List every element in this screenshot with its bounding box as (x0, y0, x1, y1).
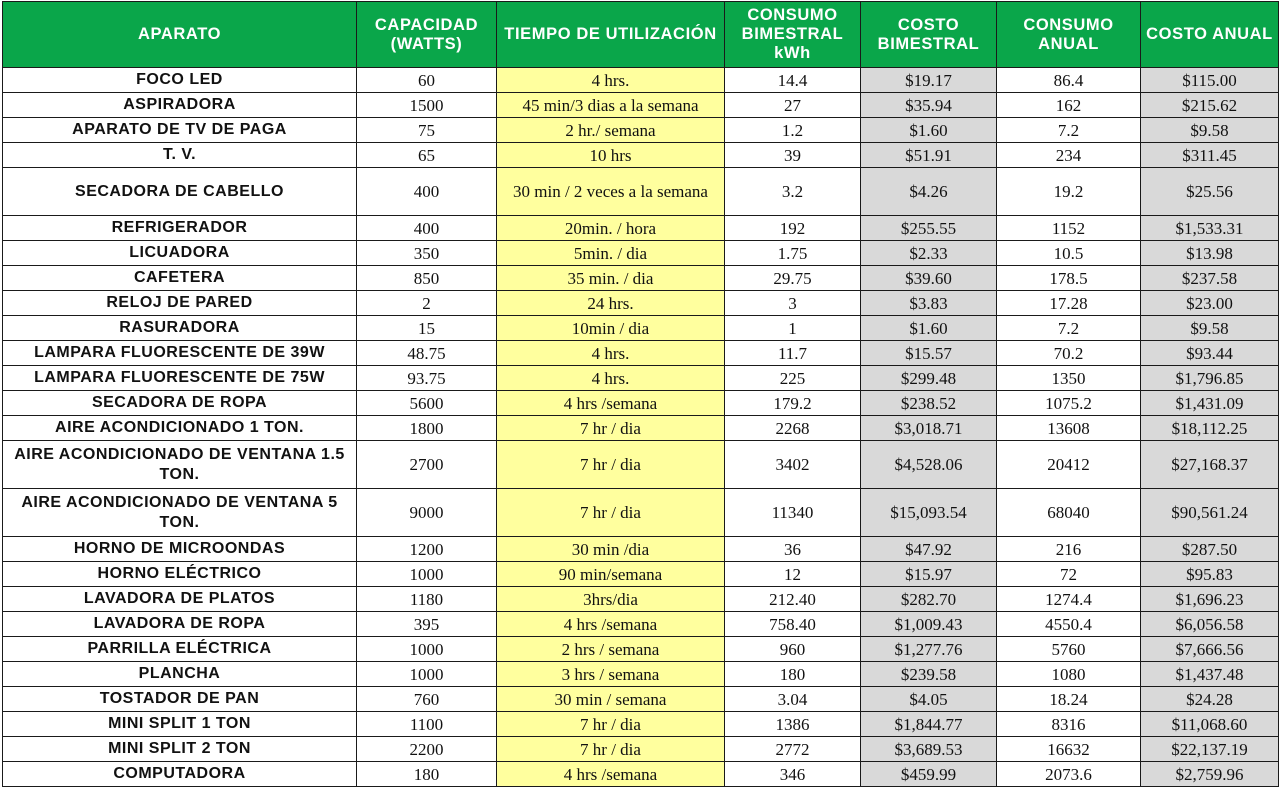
cell-tiempo: 7 hr / dia (497, 489, 725, 537)
cell-aparato: LAVADORA DE ROPA (3, 612, 357, 637)
table-row (3, 587, 1279, 612)
cell-capacidad: 15 (357, 316, 497, 341)
cell-consumo-bimestral: 2772 (725, 737, 861, 762)
cell-costo-anual: $287.50 (1141, 537, 1279, 562)
cell-consumo-anual: 18.24 (997, 687, 1141, 712)
table-row (3, 537, 1279, 562)
cell-costo-anual: $24.28 (1141, 687, 1279, 712)
cell-consumo-anual: 86.4 (997, 68, 1141, 93)
cell-consumo-anual: 72 (997, 562, 1141, 587)
cell-costo-bimestral: $239.58 (861, 662, 997, 687)
cell-aparato: FOCO LED (3, 68, 357, 93)
cell-capacidad: 60 (357, 68, 497, 93)
cell-tiempo: 4 hrs /semana (497, 391, 725, 416)
cell-capacidad: 9000 (357, 489, 497, 537)
cell-capacidad: 93.75 (357, 366, 497, 391)
cell-aparato: AIRE ACONDICIONADO DE VENTANA 1.5 TON. (3, 441, 357, 489)
cell-tiempo: 4 hrs /semana (497, 612, 725, 637)
cell-consumo-bimestral: 14.4 (725, 68, 861, 93)
cell-aparato: ASPIRADORA (3, 93, 357, 118)
table-row (3, 762, 1279, 787)
cell-aparato: HORNO ELÉCTRICO (3, 562, 357, 587)
cell-consumo-anual: 1075.2 (997, 391, 1141, 416)
cell-aparato: APARATO DE TV DE PAGA (3, 118, 357, 143)
table-row (3, 93, 1279, 118)
cell-aparato: RASURADORA (3, 316, 357, 341)
cell-tiempo: 7 hr / dia (497, 737, 725, 762)
cell-consumo-anual: 162 (997, 93, 1141, 118)
table-row (3, 662, 1279, 687)
cell-consumo-bimestral: 1 (725, 316, 861, 341)
cell-costo-anual: $27,168.37 (1141, 441, 1279, 489)
cell-tiempo: 30 min / 2 veces a la semana (497, 168, 725, 216)
cell-consumo-anual: 19.2 (997, 168, 1141, 216)
cell-capacidad: 850 (357, 266, 497, 291)
cell-costo-anual: $13.98 (1141, 241, 1279, 266)
cell-capacidad: 2 (357, 291, 497, 316)
cell-consumo-bimestral: 1386 (725, 712, 861, 737)
cell-consumo-bimestral: 192 (725, 216, 861, 241)
table-row (3, 712, 1279, 737)
cell-capacidad: 75 (357, 118, 497, 143)
cell-capacidad: 1500 (357, 93, 497, 118)
header-tiempo: TIEMPO DE UTILIZACIÓN (497, 2, 725, 68)
cell-capacidad: 65 (357, 143, 497, 168)
cell-aparato: COMPUTADORA (3, 762, 357, 787)
cell-aparato: CAFETERA (3, 266, 357, 291)
cell-consumo-bimestral: 3402 (725, 441, 861, 489)
cell-tiempo: 5min. / dia (497, 241, 725, 266)
cell-costo-anual: $215.62 (1141, 93, 1279, 118)
cell-costo-bimestral: $1.60 (861, 118, 997, 143)
cell-costo-anual: $25.56 (1141, 168, 1279, 216)
cell-costo-anual: $7,666.56 (1141, 637, 1279, 662)
cell-costo-anual: $311.45 (1141, 143, 1279, 168)
cell-consumo-anual: 16632 (997, 737, 1141, 762)
cell-costo-anual: $6,056.58 (1141, 612, 1279, 637)
table-row (3, 416, 1279, 441)
cell-costo-anual: $9.58 (1141, 118, 1279, 143)
cell-costo-anual: $1,431.09 (1141, 391, 1279, 416)
cell-capacidad: 350 (357, 241, 497, 266)
cell-costo-anual: $93.44 (1141, 341, 1279, 366)
cell-costo-anual: $22,137.19 (1141, 737, 1279, 762)
cell-tiempo: 4 hrs. (497, 341, 725, 366)
cell-consumo-anual: 13608 (997, 416, 1141, 441)
cell-costo-bimestral: $1.60 (861, 316, 997, 341)
cell-aparato: MINI SPLIT 2 TON (3, 737, 357, 762)
cell-costo-bimestral: $299.48 (861, 366, 997, 391)
table-row (3, 341, 1279, 366)
cell-capacidad: 400 (357, 216, 497, 241)
cell-tiempo: 7 hr / dia (497, 416, 725, 441)
cell-consumo-anual: 20412 (997, 441, 1141, 489)
table-row (3, 241, 1279, 266)
cell-aparato: T. V. (3, 143, 357, 168)
cell-costo-anual: $237.58 (1141, 266, 1279, 291)
cell-aparato: AIRE ACONDICIONADO 1 TON. (3, 416, 357, 441)
cell-costo-bimestral: $35.94 (861, 93, 997, 118)
cell-capacidad: 5600 (357, 391, 497, 416)
cell-aparato: AIRE ACONDICIONADO DE VENTANA 5 TON. (3, 489, 357, 537)
cell-consumo-bimestral: 212.40 (725, 587, 861, 612)
cell-tiempo: 10min / dia (497, 316, 725, 341)
cell-costo-bimestral: $4.05 (861, 687, 997, 712)
cell-tiempo: 2 hr./ semana (497, 118, 725, 143)
table-row (3, 687, 1279, 712)
cell-costo-anual: $2,759.96 (1141, 762, 1279, 787)
cell-tiempo: 30 min /dia (497, 537, 725, 562)
cell-capacidad: 2200 (357, 737, 497, 762)
cell-consumo-anual: 234 (997, 143, 1141, 168)
cell-capacidad: 395 (357, 612, 497, 637)
cell-capacidad: 48.75 (357, 341, 497, 366)
cell-costo-bimestral: $4,528.06 (861, 441, 997, 489)
cell-tiempo: 3 hrs / semana (497, 662, 725, 687)
cell-aparato: MINI SPLIT 1 TON (3, 712, 357, 737)
cell-consumo-bimestral: 758.40 (725, 612, 861, 637)
cell-consumo-bimestral: 12 (725, 562, 861, 587)
cell-aparato: RELOJ DE PARED (3, 291, 357, 316)
cell-consumo-anual: 7.2 (997, 316, 1141, 341)
cell-tiempo: 7 hr / dia (497, 712, 725, 737)
cell-capacidad: 1000 (357, 662, 497, 687)
cell-costo-bimestral: $282.70 (861, 587, 997, 612)
cell-aparato: REFRIGERADOR (3, 216, 357, 241)
cell-consumo-bimestral: 3 (725, 291, 861, 316)
cell-tiempo: 24 hrs. (497, 291, 725, 316)
cell-costo-anual: $9.58 (1141, 316, 1279, 341)
cell-aparato: LAVADORA DE PLATOS (3, 587, 357, 612)
table-row (3, 737, 1279, 762)
cell-consumo-bimestral: 1.75 (725, 241, 861, 266)
cell-consumo-bimestral: 36 (725, 537, 861, 562)
appliance-consumption-table (2, 1, 1279, 787)
cell-aparato: PARRILLA ELÉCTRICA (3, 637, 357, 662)
cell-costo-anual: $18,112.25 (1141, 416, 1279, 441)
cell-capacidad: 180 (357, 762, 497, 787)
table-row (3, 637, 1279, 662)
cell-consumo-anual: 216 (997, 537, 1141, 562)
cell-costo-anual: $90,561.24 (1141, 489, 1279, 537)
cell-capacidad: 1100 (357, 712, 497, 737)
cell-consumo-bimestral: 180 (725, 662, 861, 687)
cell-costo-bimestral: $47.92 (861, 537, 997, 562)
cell-tiempo: 90 min/semana (497, 562, 725, 587)
header-consumo-bimestral: CONSUMO BIMESTRAL kWh (725, 2, 861, 68)
cell-costo-bimestral: $459.99 (861, 762, 997, 787)
cell-costo-bimestral: $3,018.71 (861, 416, 997, 441)
cell-consumo-anual: 10.5 (997, 241, 1141, 266)
header-aparato: APARATO (3, 2, 357, 68)
header-costo-bimestral: COSTO BIMESTRAL (861, 2, 997, 68)
cell-consumo-bimestral: 3.04 (725, 687, 861, 712)
header-consumo-anual: CONSUMO ANUAL (997, 2, 1141, 68)
table-row (3, 316, 1279, 341)
cell-consumo-bimestral: 2268 (725, 416, 861, 441)
cell-costo-bimestral: $19.17 (861, 68, 997, 93)
cell-tiempo: 45 min/3 dias a la semana (497, 93, 725, 118)
cell-costo-bimestral: $238.52 (861, 391, 997, 416)
cell-tiempo: 20min. / hora (497, 216, 725, 241)
cell-consumo-anual: 178.5 (997, 266, 1141, 291)
cell-consumo-bimestral: 11.7 (725, 341, 861, 366)
cell-consumo-anual: 8316 (997, 712, 1141, 737)
table-row (3, 143, 1279, 168)
cell-capacidad: 1000 (357, 562, 497, 587)
cell-tiempo: 35 min. / dia (497, 266, 725, 291)
table-row (3, 118, 1279, 143)
cell-consumo-anual: 1080 (997, 662, 1141, 687)
cell-costo-bimestral: $3.83 (861, 291, 997, 316)
cell-consumo-bimestral: 11340 (725, 489, 861, 537)
table-row (3, 562, 1279, 587)
table-row (3, 266, 1279, 291)
table-row (3, 216, 1279, 241)
table-row (3, 68, 1279, 93)
cell-consumo-anual: 4550.4 (997, 612, 1141, 637)
cell-costo-bimestral: $1,844.77 (861, 712, 997, 737)
cell-costo-bimestral: $15,093.54 (861, 489, 997, 537)
cell-capacidad: 1000 (357, 637, 497, 662)
cell-aparato: PLANCHA (3, 662, 357, 687)
cell-consumo-bimestral: 27 (725, 93, 861, 118)
cell-costo-bimestral: $39.60 (861, 266, 997, 291)
table-row (3, 441, 1279, 489)
cell-costo-anual: $11,068.60 (1141, 712, 1279, 737)
cell-consumo-bimestral: 960 (725, 637, 861, 662)
cell-consumo-anual: 7.2 (997, 118, 1141, 143)
table-row (3, 291, 1279, 316)
cell-consumo-anual: 1350 (997, 366, 1141, 391)
header-row (3, 2, 1279, 68)
cell-capacidad: 760 (357, 687, 497, 712)
cell-consumo-bimestral: 346 (725, 762, 861, 787)
cell-tiempo: 30 min / semana (497, 687, 725, 712)
cell-aparato: TOSTADOR DE PAN (3, 687, 357, 712)
table-row (3, 366, 1279, 391)
cell-costo-bimestral: $1,277.76 (861, 637, 997, 662)
cell-consumo-anual: 70.2 (997, 341, 1141, 366)
cell-tiempo: 4 hrs. (497, 68, 725, 93)
cell-aparato: LAMPARA FLUORESCENTE DE 75W (3, 366, 357, 391)
cell-tiempo: 4 hrs. (497, 366, 725, 391)
cell-costo-bimestral: $4.26 (861, 168, 997, 216)
cell-consumo-bimestral: 179.2 (725, 391, 861, 416)
cell-aparato: SECADORA DE ROPA (3, 391, 357, 416)
cell-costo-anual: $1,796.85 (1141, 366, 1279, 391)
table-row (3, 168, 1279, 216)
cell-capacidad: 2700 (357, 441, 497, 489)
cell-tiempo: 3hrs/dia (497, 587, 725, 612)
cell-costo-bimestral: $2.33 (861, 241, 997, 266)
cell-aparato: HORNO DE MICROONDAS (3, 537, 357, 562)
cell-costo-anual: $115.00 (1141, 68, 1279, 93)
cell-consumo-bimestral: 1.2 (725, 118, 861, 143)
cell-consumo-bimestral: 3.2 (725, 168, 861, 216)
cell-aparato: LAMPARA FLUORESCENTE DE 39W (3, 341, 357, 366)
table-row (3, 612, 1279, 637)
table-row (3, 391, 1279, 416)
cell-costo-anual: $1,533.31 (1141, 216, 1279, 241)
cell-consumo-bimestral: 225 (725, 366, 861, 391)
cell-costo-anual: $1,696.23 (1141, 587, 1279, 612)
cell-costo-bimestral: $3,689.53 (861, 737, 997, 762)
header-costo-anual: COSTO ANUAL (1141, 2, 1279, 68)
cell-consumo-bimestral: 29.75 (725, 266, 861, 291)
cell-consumo-anual: 1274.4 (997, 587, 1141, 612)
cell-tiempo: 10 hrs (497, 143, 725, 168)
cell-costo-anual: $1,437.48 (1141, 662, 1279, 687)
cell-consumo-anual: 17.28 (997, 291, 1141, 316)
table-body (3, 68, 1279, 787)
cell-costo-bimestral: $15.97 (861, 562, 997, 587)
cell-aparato: SECADORA DE CABELLO (3, 168, 357, 216)
cell-tiempo: 2 hrs / semana (497, 637, 725, 662)
cell-capacidad: 1800 (357, 416, 497, 441)
header-capacidad: CAPACIDAD (WATTS) (357, 2, 497, 68)
cell-costo-anual: $95.83 (1141, 562, 1279, 587)
cell-consumo-anual: 5760 (997, 637, 1141, 662)
cell-costo-bimestral: $51.91 (861, 143, 997, 168)
cell-aparato: LICUADORA (3, 241, 357, 266)
cell-capacidad: 400 (357, 168, 497, 216)
cell-costo-bimestral: $255.55 (861, 216, 997, 241)
cell-capacidad: 1180 (357, 587, 497, 612)
cell-costo-bimestral: $1,009.43 (861, 612, 997, 637)
table-row (3, 489, 1279, 537)
cell-tiempo: 4 hrs /semana (497, 762, 725, 787)
cell-capacidad: 1200 (357, 537, 497, 562)
cell-consumo-bimestral: 39 (725, 143, 861, 168)
cell-consumo-anual: 1152 (997, 216, 1141, 241)
cell-tiempo: 7 hr / dia (497, 441, 725, 489)
cell-consumo-anual: 68040 (997, 489, 1141, 537)
cell-consumo-anual: 2073.6 (997, 762, 1141, 787)
cell-costo-bimestral: $15.57 (861, 341, 997, 366)
cell-costo-anual: $23.00 (1141, 291, 1279, 316)
